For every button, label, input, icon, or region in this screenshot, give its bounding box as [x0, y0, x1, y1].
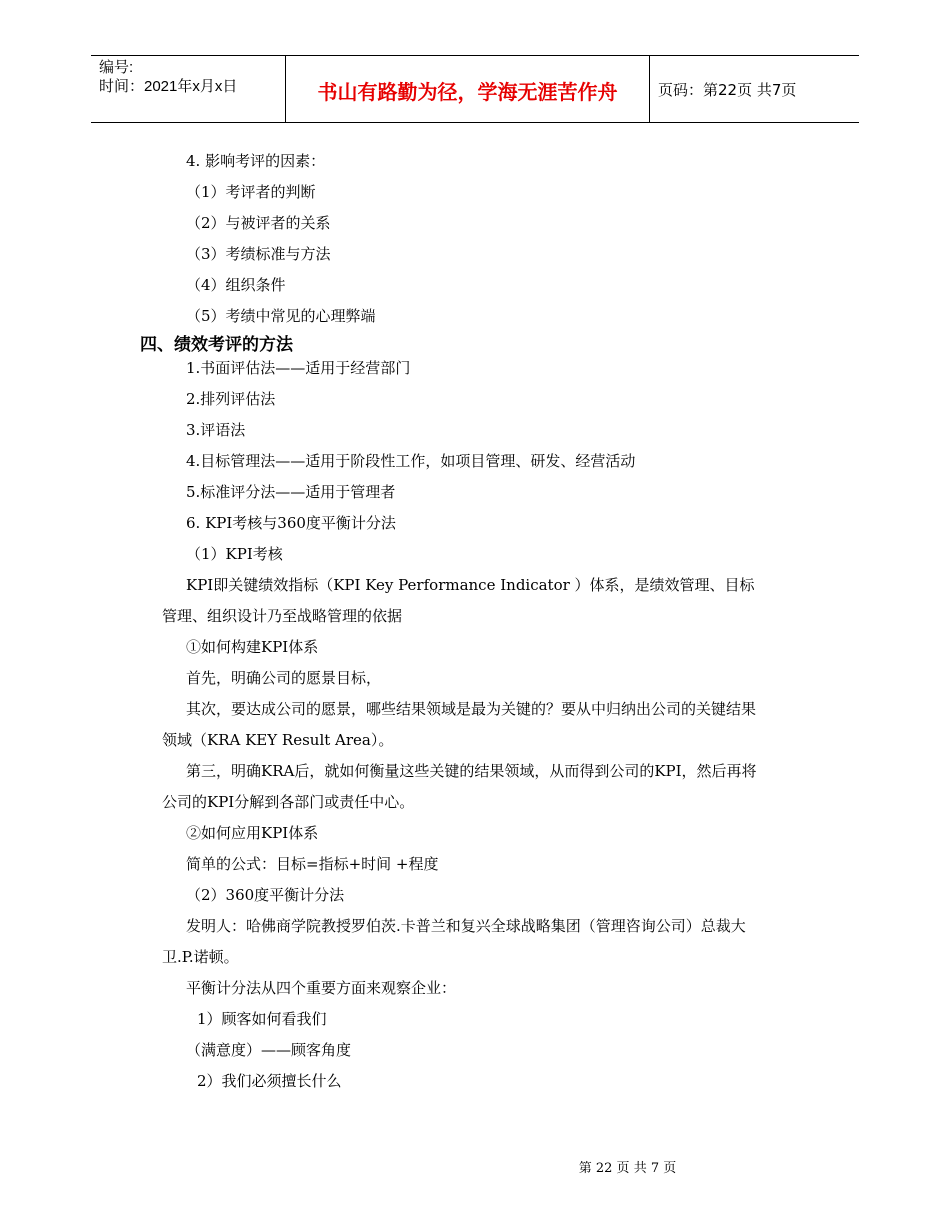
method-line: 2.排列评估法 — [186, 390, 276, 408]
page-footer: 第 22 页 共 7 页 — [578, 1161, 677, 1176]
paragraph-line: （2）360度平衡计分法 — [186, 886, 345, 904]
paragraph-line: KPI即关键绩效指标（KPI Key Performance Indicator ）体系，是绩效管理、目标 — [186, 576, 755, 594]
method-line: 4.目标管理法——适用于阶段性工作，如项目管理、研发、经营活动 — [186, 452, 636, 470]
method-line: （1）KPI考核 — [186, 545, 283, 563]
factor-item: （4）组织条件 — [186, 276, 286, 294]
paragraph-line: 卫.P.诺顿。 — [162, 948, 239, 966]
paragraph-line: 公司的KPI分解到各部门或责任中心。 — [162, 793, 415, 811]
paragraph-line: 发明人：哈佛商学院教授罗伯茨.卡普兰和复兴全球战略集团（管理咨询公司）总裁大 — [186, 917, 746, 935]
factors-title: 4. 影响考评的因素： — [186, 152, 326, 170]
section-heading: 四、绩效考评的方法 — [140, 335, 293, 355]
factor-item: （3）考绩标准与方法 — [186, 245, 331, 263]
method-line: 5.标准评分法——适用于管理者 — [186, 483, 396, 501]
paragraph-line: 首先，明确公司的愿景目标， — [186, 669, 382, 687]
header-motto: 书山有路勤为径，学海无涯苦作舟 — [317, 80, 618, 104]
paragraph-line: 管理、组织设计乃至战略管理的依据 — [162, 607, 403, 625]
paragraph-line: ①如何构建KPI体系 — [186, 638, 319, 656]
factor-item: （2）与被评者的关系 — [186, 214, 331, 232]
method-line: 6. KPI考核与360度平衡计分法 — [186, 514, 396, 532]
paragraph-line: 平衡计分法从四个重要方面来观察企业： — [186, 979, 457, 997]
paragraph-line: 其次，要达成公司的愿景，哪些结果领域是最为关键的？要从中归纳出公司的关键结果 — [186, 700, 757, 718]
number-label: 编号: — [99, 59, 134, 76]
header-divider-right — [649, 56, 650, 122]
paragraph-line: 第三，明确KRA后，就如何衡量这些关键的结果领域，从而得到公司的KPI，然后再将 — [186, 762, 757, 780]
factor-item: （5）考绩中常见的心理弊端 — [186, 307, 376, 325]
header-table — [91, 55, 859, 123]
paragraph-line: （满意度）——顾客角度 — [186, 1041, 352, 1059]
method-line: 1.书面评估法——适用于经营部门 — [186, 359, 411, 377]
method-line: 3.评语法 — [186, 421, 246, 439]
paragraph-line: 1）顾客如何看我们 — [197, 1010, 327, 1028]
factor-item: （1）考评者的判断 — [186, 183, 316, 201]
paragraph-line: 简单的公式：目标=指标+时间 +程度 — [186, 855, 439, 873]
header-page-info: 页码：第22页 共7页 — [658, 81, 797, 99]
paragraph-line: ②如何应用KPI体系 — [186, 824, 319, 842]
header-meta — [99, 58, 284, 96]
time-label: 时间：2021年x月x日 — [99, 78, 238, 95]
paragraph-line: 2）我们必须擅长什么 — [197, 1072, 342, 1090]
paragraph-line: 领域（KRA KEY Result Area）。 — [162, 731, 394, 749]
